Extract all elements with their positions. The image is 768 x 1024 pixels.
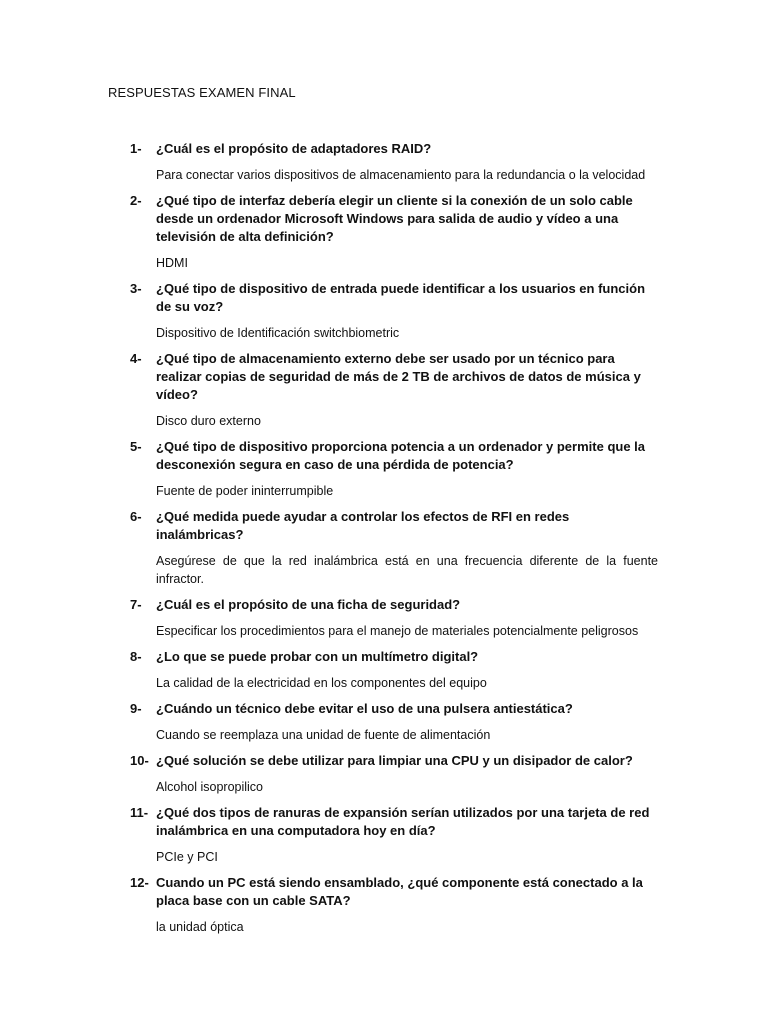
answer-text: Alcohol isopropilico — [156, 780, 264, 794]
question-number: 7- — [130, 597, 142, 612]
qa-item-2 — [0, 192, 768, 272]
question-text: ¿Qué tipo de almacenamiento externo debe ser usado por un técnico para realizar copias de seguridad de más de 2 TB de archivos de datos de música y vídeo? — [156, 351, 641, 402]
qa-item-4 — [0, 350, 768, 430]
question-number: 6- — [130, 509, 142, 524]
question-row — [0, 804, 658, 840]
question-number: 5- — [130, 439, 142, 454]
question-number: 4- — [130, 351, 142, 366]
question-number: 2- — [130, 193, 142, 208]
question-row — [0, 438, 658, 474]
question-text: ¿Cuál es el propósito de una ficha de seguridad? — [156, 597, 461, 612]
qa-item-5 — [0, 438, 768, 500]
question-text: ¿Cuál es el propósito de adaptadores RAID? — [156, 141, 432, 156]
answer-text: HDMI — [156, 256, 188, 270]
question-row — [0, 280, 658, 316]
question-row — [0, 140, 658, 158]
question-row — [0, 350, 658, 404]
question-number: 3- — [130, 281, 142, 296]
question-text: ¿Qué dos tipos de ranuras de expansión serían utilizados por una tarjeta de red inalámbrica en una computadora hoy en día? — [156, 805, 650, 838]
question-text: ¿Qué tipo de dispositivo proporciona potencia a un ordenador y permite que la desconexión segura en caso de una pérdida de potencia? — [156, 439, 646, 472]
question-row — [0, 752, 658, 770]
question-number: 12- — [130, 875, 149, 890]
answer-text: Fuente de poder ininterrumpible — [156, 484, 334, 498]
question-row — [0, 192, 658, 246]
answer-text: Asegúrese de que la red inalámbrica está en una frecuencia diferente de la fuente infractor. — [156, 554, 658, 586]
question-text: ¿Qué medida puede ayudar a controlar los efectos de RFI en redes inalámbricas? — [156, 509, 570, 542]
question-text: ¿Qué tipo de dispositivo de entrada puede identificar a los usuarios en función de su voz? — [156, 281, 646, 314]
question-text: ¿Cuándo un técnico debe evitar el uso de una pulsera antiestática? — [156, 701, 573, 716]
question-row — [0, 508, 658, 544]
question-text: ¿Lo que se puede probar con un multímetro digital? — [156, 649, 479, 664]
qa-item-6 — [0, 508, 768, 588]
qa-item-1 — [0, 140, 768, 184]
question-answer-list — [0, 140, 768, 944]
question-row — [0, 874, 658, 910]
question-row — [0, 700, 658, 718]
document-title: RESPUESTAS EXAMEN FINAL — [108, 85, 296, 100]
question-text: ¿Qué solución se debe utilizar para limpiar una CPU y un disipador de calor? — [156, 753, 633, 768]
question-text: Cuando un PC está siendo ensamblado, ¿qué componente está conectado a la placa base con un cable SATA? — [156, 875, 643, 908]
answer-text: la unidad óptica — [156, 920, 244, 934]
answer-text: Especificar los procedimientos para el manejo de materiales potencialmente peligrosos — [156, 624, 639, 638]
qa-item-10 — [0, 752, 768, 796]
question-row — [0, 596, 658, 614]
question-row — [0, 648, 658, 666]
answer-text: Cuando se reemplaza una unidad de fuente de alimentación — [156, 728, 491, 742]
qa-item-3 — [0, 280, 768, 342]
question-text: ¿Qué tipo de interfaz debería elegir un cliente si la conexión de un solo cable desde un ordenador Microsoft Windows para salida de audio y vídeo a una televisión de alta definición? — [156, 193, 633, 244]
qa-item-11 — [0, 804, 768, 866]
answer-text: Para conectar varios dispositivos de almacenamiento para la redundancia o la velocidad — [156, 168, 646, 182]
qa-item-9 — [0, 700, 768, 744]
qa-item-7 — [0, 596, 768, 640]
question-number: 11- — [130, 805, 149, 820]
qa-item-8 — [0, 648, 768, 692]
question-number: 1- — [130, 141, 142, 156]
question-number: 9- — [130, 701, 142, 716]
question-number: 10- — [130, 753, 149, 768]
answer-text: PCIe y PCI — [156, 850, 218, 864]
answer-text: La calidad de la electricidad en los componentes del equipo — [156, 676, 487, 690]
qa-item-12 — [0, 874, 768, 936]
answer-text: Disco duro externo — [156, 414, 261, 428]
question-number: 8- — [130, 649, 142, 664]
answer-text: Dispositivo de Identificación switchbiometric — [156, 326, 400, 340]
